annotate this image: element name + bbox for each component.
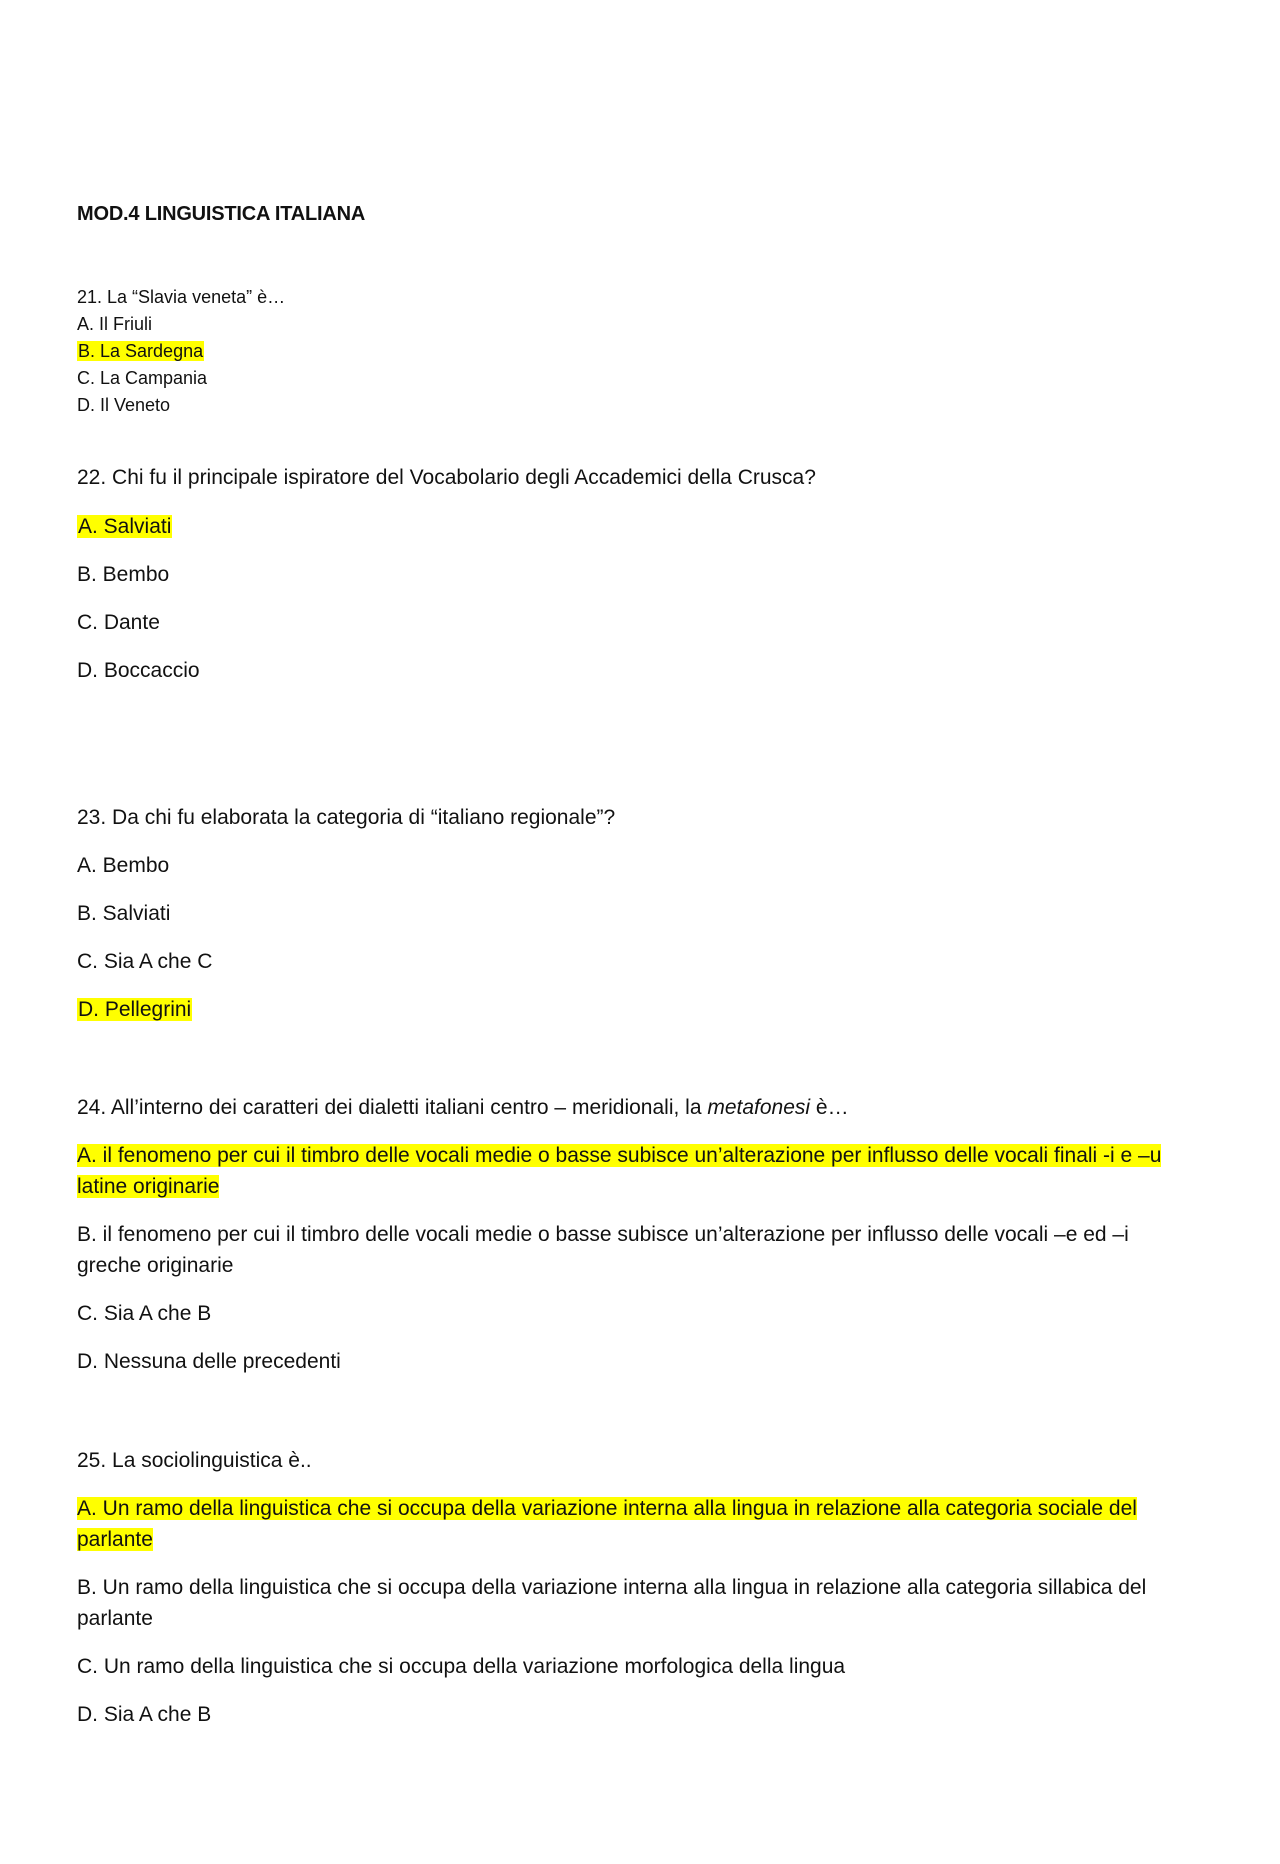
answer-option: D. Il Veneto (77, 395, 171, 415)
question-24 (77, 1092, 1187, 1377)
question-21 (77, 284, 285, 419)
question-text: 23. Da chi fu elaborata la categoria di “italiano regionale”? (77, 806, 616, 829)
question-23 (77, 802, 1187, 1025)
question-text: 24. All’interno dei caratteri dei dialetti italiani centro – meridionali, la metafonesi è… (77, 1096, 849, 1119)
answer-option: B. il fenomeno per cui il timbro delle vocali medie o basse subisce un’alterazione per influsso delle vocali –e ed –i greche originarie (77, 1223, 1129, 1277)
answer-option: C. Sia A che B (77, 1302, 212, 1325)
term-metafonesi: metafonesi (707, 1096, 811, 1119)
question-text: 25. La sociolinguistica è.. (77, 1449, 312, 1472)
answer-option: D. Sia A che B (77, 1703, 212, 1726)
answer-option: D. Nessuna delle precedenti (77, 1350, 341, 1373)
answer-option: C. La Campania (77, 368, 208, 388)
answer-option-highlighted: A. Salviati (78, 515, 172, 538)
answer-option: C. Sia A che C (77, 950, 213, 973)
question-25 (77, 1445, 1187, 1730)
answer-option: C. Un ramo della linguistica che si occupa della variazione morfologica della lingua (77, 1655, 846, 1678)
answer-option: D. Boccaccio (77, 659, 200, 682)
answer-option-highlighted: D. Pellegrini (78, 998, 192, 1021)
document-title: MOD.4 LINGUISTICA ITALIANA (77, 203, 366, 225)
answer-option: B. Salviati (77, 902, 171, 925)
question-22 (77, 462, 1187, 686)
answer-option: B. Bembo (77, 563, 170, 586)
answer-option-highlighted: A. il fenomeno per cui il timbro delle vocali medie o basse subisce un’alterazione per influsso delle vocali finali -i e –u latine originarie (77, 1144, 1162, 1198)
answer-option-highlighted: A. Un ramo della linguistica che si occupa della variazione interna alla lingua in relazione alla categoria sociale del parlante (77, 1497, 1137, 1551)
answer-option: A. Il Friuli (77, 314, 153, 334)
answer-option: C. Dante (77, 611, 160, 634)
answer-option: B. Un ramo della linguistica che si occupa della variazione interna alla lingua in relazione alla categoria sillabica del parlante (77, 1576, 1147, 1630)
question-text: 21. La “Slavia veneta” è… (77, 287, 286, 307)
question-text: 22. Chi fu il principale ispiratore del Vocabolario degli Accademici della Crusca? (77, 466, 816, 489)
answer-option-highlighted: B. La Sardegna (78, 341, 204, 361)
answer-option: A. Bembo (77, 854, 170, 877)
